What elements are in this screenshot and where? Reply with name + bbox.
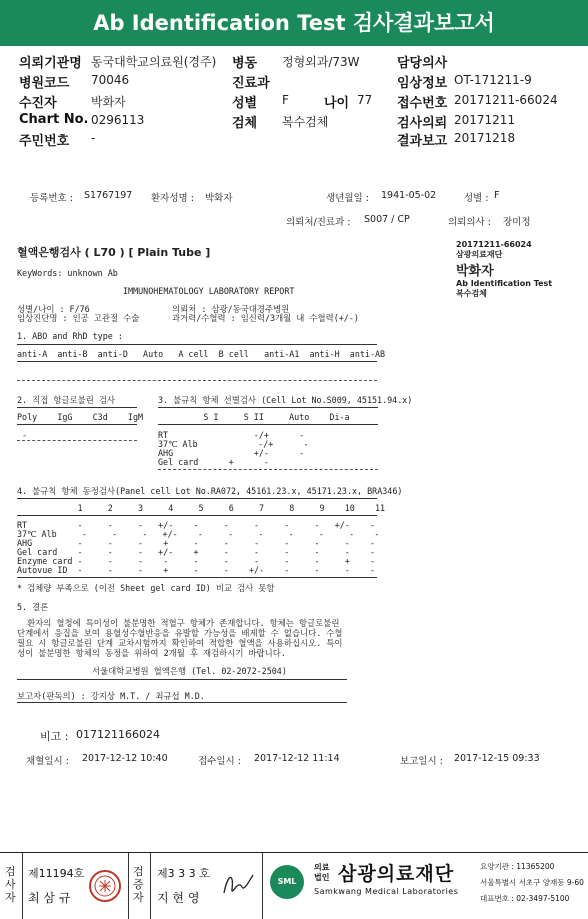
label-doctor: 담당의사 (397, 56, 448, 71)
label-clinical-info: 임상정보 (397, 76, 448, 91)
conclusion-line: 환자의 혈청에 특이성이 불분명한 적혈구 항체가 존재합니다. 항체는 항글로불린 (17, 618, 340, 628)
dob-label: 생년월일 : (326, 193, 369, 204)
divider (17, 679, 347, 680)
org-code: 요양기관 : 11365200 (480, 862, 555, 871)
patient-info (0, 46, 588, 156)
panel-row: 37℃ Alb - - - +/- - - - - - - - (17, 529, 380, 539)
doc-title: 혈액은행검사 ( L70 ) [ Plain Tube ] (17, 246, 211, 259)
org-address: 서울특별시 서초구 양재동 9-60 (480, 878, 584, 887)
org-name: 삼광의료재단 (338, 863, 455, 885)
keywords: KeyWords: unknown Ab (17, 268, 118, 278)
value-ward: 정형외과/73W (282, 55, 360, 69)
divider (17, 702, 347, 703)
value-chart-no: 0296113 (91, 113, 145, 127)
report-time-label: 보고일시 : (400, 756, 443, 767)
divider (158, 469, 378, 470)
reg-label: 등록번호 : (30, 193, 73, 204)
seal-icon (88, 869, 122, 903)
approver-name: 지 현 영 (157, 891, 200, 905)
value-report-date: 20171218 (454, 131, 516, 145)
value-receipt-no: 20171211-66024 (454, 93, 558, 107)
sml-logo-icon (270, 865, 304, 899)
divider (128, 853, 129, 919)
collect-label: 채혈일시 : (26, 756, 69, 767)
panel-row: Gel card - - - +/- + - - - - - - (17, 547, 375, 557)
reporter: 보고자(판독의) : 강지상 M.T. / 최규섭 M.D. (17, 691, 205, 701)
divider (17, 344, 377, 345)
signature-icon (220, 869, 256, 901)
sex-age: 성별/나이 : F/76 (17, 304, 90, 314)
label-institution: 의뢰기관명 (19, 56, 82, 71)
org-name-en: Samkwang Medical Laboratories (314, 887, 459, 896)
specimen-label-stamp (456, 240, 582, 302)
lab-report-title: IMMUNOHEMATOLOGY LABORATORY REPORT (123, 286, 295, 296)
label-department: 진료과 (232, 76, 270, 91)
dob-value: 1941-05-02 (381, 190, 437, 201)
approver-license: 제3 3 3 호 (157, 867, 210, 880)
value-institution: 동국대학교의료원(경주) (91, 55, 217, 69)
inspector-license: 제11194호 (28, 867, 85, 880)
divider (17, 440, 137, 441)
label-hospital-code: 병원코드 (19, 76, 70, 91)
transfusion-history: 과거력/수혈력 : 임신력/3개월 내 수혈력(+/-) (172, 313, 359, 323)
conclusion-line: 성이 불분명한 항체의 동정을 위하여 2개월 후 재검하시기 바랍니다. (17, 648, 286, 658)
label-receipt-no: 접수번호 (397, 96, 448, 111)
section-2-title: 2. 직접 항글로불린 검사 (17, 395, 116, 405)
value-hospital-code: 70046 (91, 73, 130, 87)
label-sex: 성별 (232, 96, 258, 111)
panel-row: Autovue ID - - - + - - +/- - - - - (17, 565, 375, 575)
patient-name-value: 박화자 (205, 193, 233, 204)
org-phone: 대표번호 : 02-3497-5100 (480, 894, 570, 903)
doctor-value: 장미정 (503, 217, 531, 228)
abo-columns: anti-A anti-B anti-D Auto A cell B cell anti-A1 anti-H anti-AB (17, 349, 386, 359)
panel-note: * 검체량 부족으로 (이전 Sheet gel card ID) 비교 검사 못함 (17, 583, 275, 593)
requester: 의뢰처 : 삼광/동국대경주병원 (172, 304, 290, 314)
value-age: 77 (357, 93, 373, 107)
divider (262, 853, 263, 919)
stamp-specimen: 복수검체 (456, 289, 487, 298)
dat-values: - (22, 430, 28, 440)
dept-value: S007 / CP (364, 214, 410, 225)
screen-row-gel-card: Gel card + - (158, 457, 269, 467)
divider (17, 361, 377, 362)
value-patient: 박화자 (91, 95, 126, 109)
screen-columns: S I S II Auto Di-a (158, 412, 350, 422)
panel-row: AHG - - - + - - - - - - - (17, 538, 375, 548)
divider (17, 407, 137, 408)
inspector-name: 최 삼 규 (28, 891, 71, 905)
value-clinical-info: OT-171211-9 (454, 73, 532, 87)
divider (17, 498, 377, 499)
divider (158, 424, 378, 425)
screen-row-ahg: AHG +/- - (158, 448, 305, 458)
reg-value: S1767197 (84, 190, 133, 201)
section-4-title: 4. 불규칙 항체 동정검사(Panel cell Lot No.RA072, 45161.23.x, 45171.23.x, BRA346) (17, 486, 403, 496)
sml-logo-text: SML (277, 877, 297, 886)
patient-name-label: 환자성명 : (151, 193, 194, 204)
stamp-org: 삼광의료재단 (456, 250, 503, 259)
label-patient: 수진자 (19, 96, 57, 111)
report-title: Ab Identification Test 검사결과보고서 (0, 0, 588, 46)
divider (158, 407, 378, 408)
report-time-value: 2017-12-15 09:33 (454, 753, 540, 764)
conclusion-line: 필요 시 항글로불린 단계 교차시험까지 확인하여 적합한 혈액을 사용하십시오. 특이 (17, 638, 343, 648)
receive-label: 접수일시 : (198, 756, 241, 767)
dat-columns: Poly IgG C3d IgM (17, 412, 144, 422)
label-resident-no: 주민번호 (19, 134, 70, 149)
label-request-date: 검사의뢰 (397, 116, 448, 131)
divider (150, 853, 151, 919)
value-resident-no: - (91, 131, 96, 145)
value-request-date: 20171211 (454, 113, 516, 127)
panel-columns: 1 2 3 4 5 6 7 8 9 10 11 (17, 503, 386, 513)
dept-label: 의뢰처/진료과 : (286, 217, 351, 228)
label-age: 나이 (324, 96, 350, 111)
section-5-title: 5. 결론 (17, 602, 49, 612)
divider (17, 577, 377, 578)
value-sex: F (282, 93, 289, 107)
doc-sex-label: 성별 : (464, 193, 489, 204)
label-chart-no: Chart No. (19, 112, 89, 127)
divider (17, 424, 137, 425)
stamp-name: 박화자 (456, 264, 494, 279)
panel-row: RT - - - +/- - - - - - +/- - (17, 520, 375, 530)
stamp-id: 20171211-66024 (456, 240, 532, 249)
footer (0, 852, 588, 919)
inspector-label: 검사자 (5, 865, 16, 904)
panel-row: Enzyme card - - - - - - - - - + - (17, 556, 375, 566)
lab-name: 서울대학교병원 혈액은행 (Tel. 02-2072-2504) (92, 666, 287, 676)
doc-sex-value: F (494, 190, 500, 201)
approver-label: 검증자 (133, 865, 144, 904)
conclusion-line: 단계에서 응집을 보여 용혈성수혈반응을 유발할 가능성을 배제할 수 없습니다. 수혈 (17, 628, 343, 638)
divider (17, 380, 377, 381)
screen-row-rt: RT -/+ - (158, 430, 305, 440)
value-specimen: 복수검체 (282, 115, 329, 129)
clinical-diagnosis: 임상진단명 : 인공 고관절 수술 (17, 313, 140, 323)
label-ward: 병동 (232, 56, 258, 71)
note-value: 017121166024 (76, 728, 160, 741)
label-report-date: 결과보고 (397, 134, 448, 149)
stamp-test: Ab Identification Test (456, 279, 553, 288)
section-1-title: 1. ABO and RhD type : (17, 331, 123, 341)
divider (22, 853, 23, 919)
label-specimen: 검체 (232, 116, 258, 131)
corp-tag: 의료법인 (314, 863, 330, 882)
note-label: 비고 : (40, 730, 69, 743)
doctor-label: 의뢰의사 : (448, 217, 491, 228)
receive-value: 2017-12-12 11:14 (254, 753, 340, 764)
divider (17, 515, 377, 516)
section-3-title: 3. 불규칙 항체 선별검사 (Cell Lot No.S009, 45151.94.x) (158, 395, 413, 405)
collect-value: 2017-12-12 10:40 (82, 753, 168, 764)
screen-row-37-alb: 37℃ Alb -/+ - (158, 439, 309, 449)
